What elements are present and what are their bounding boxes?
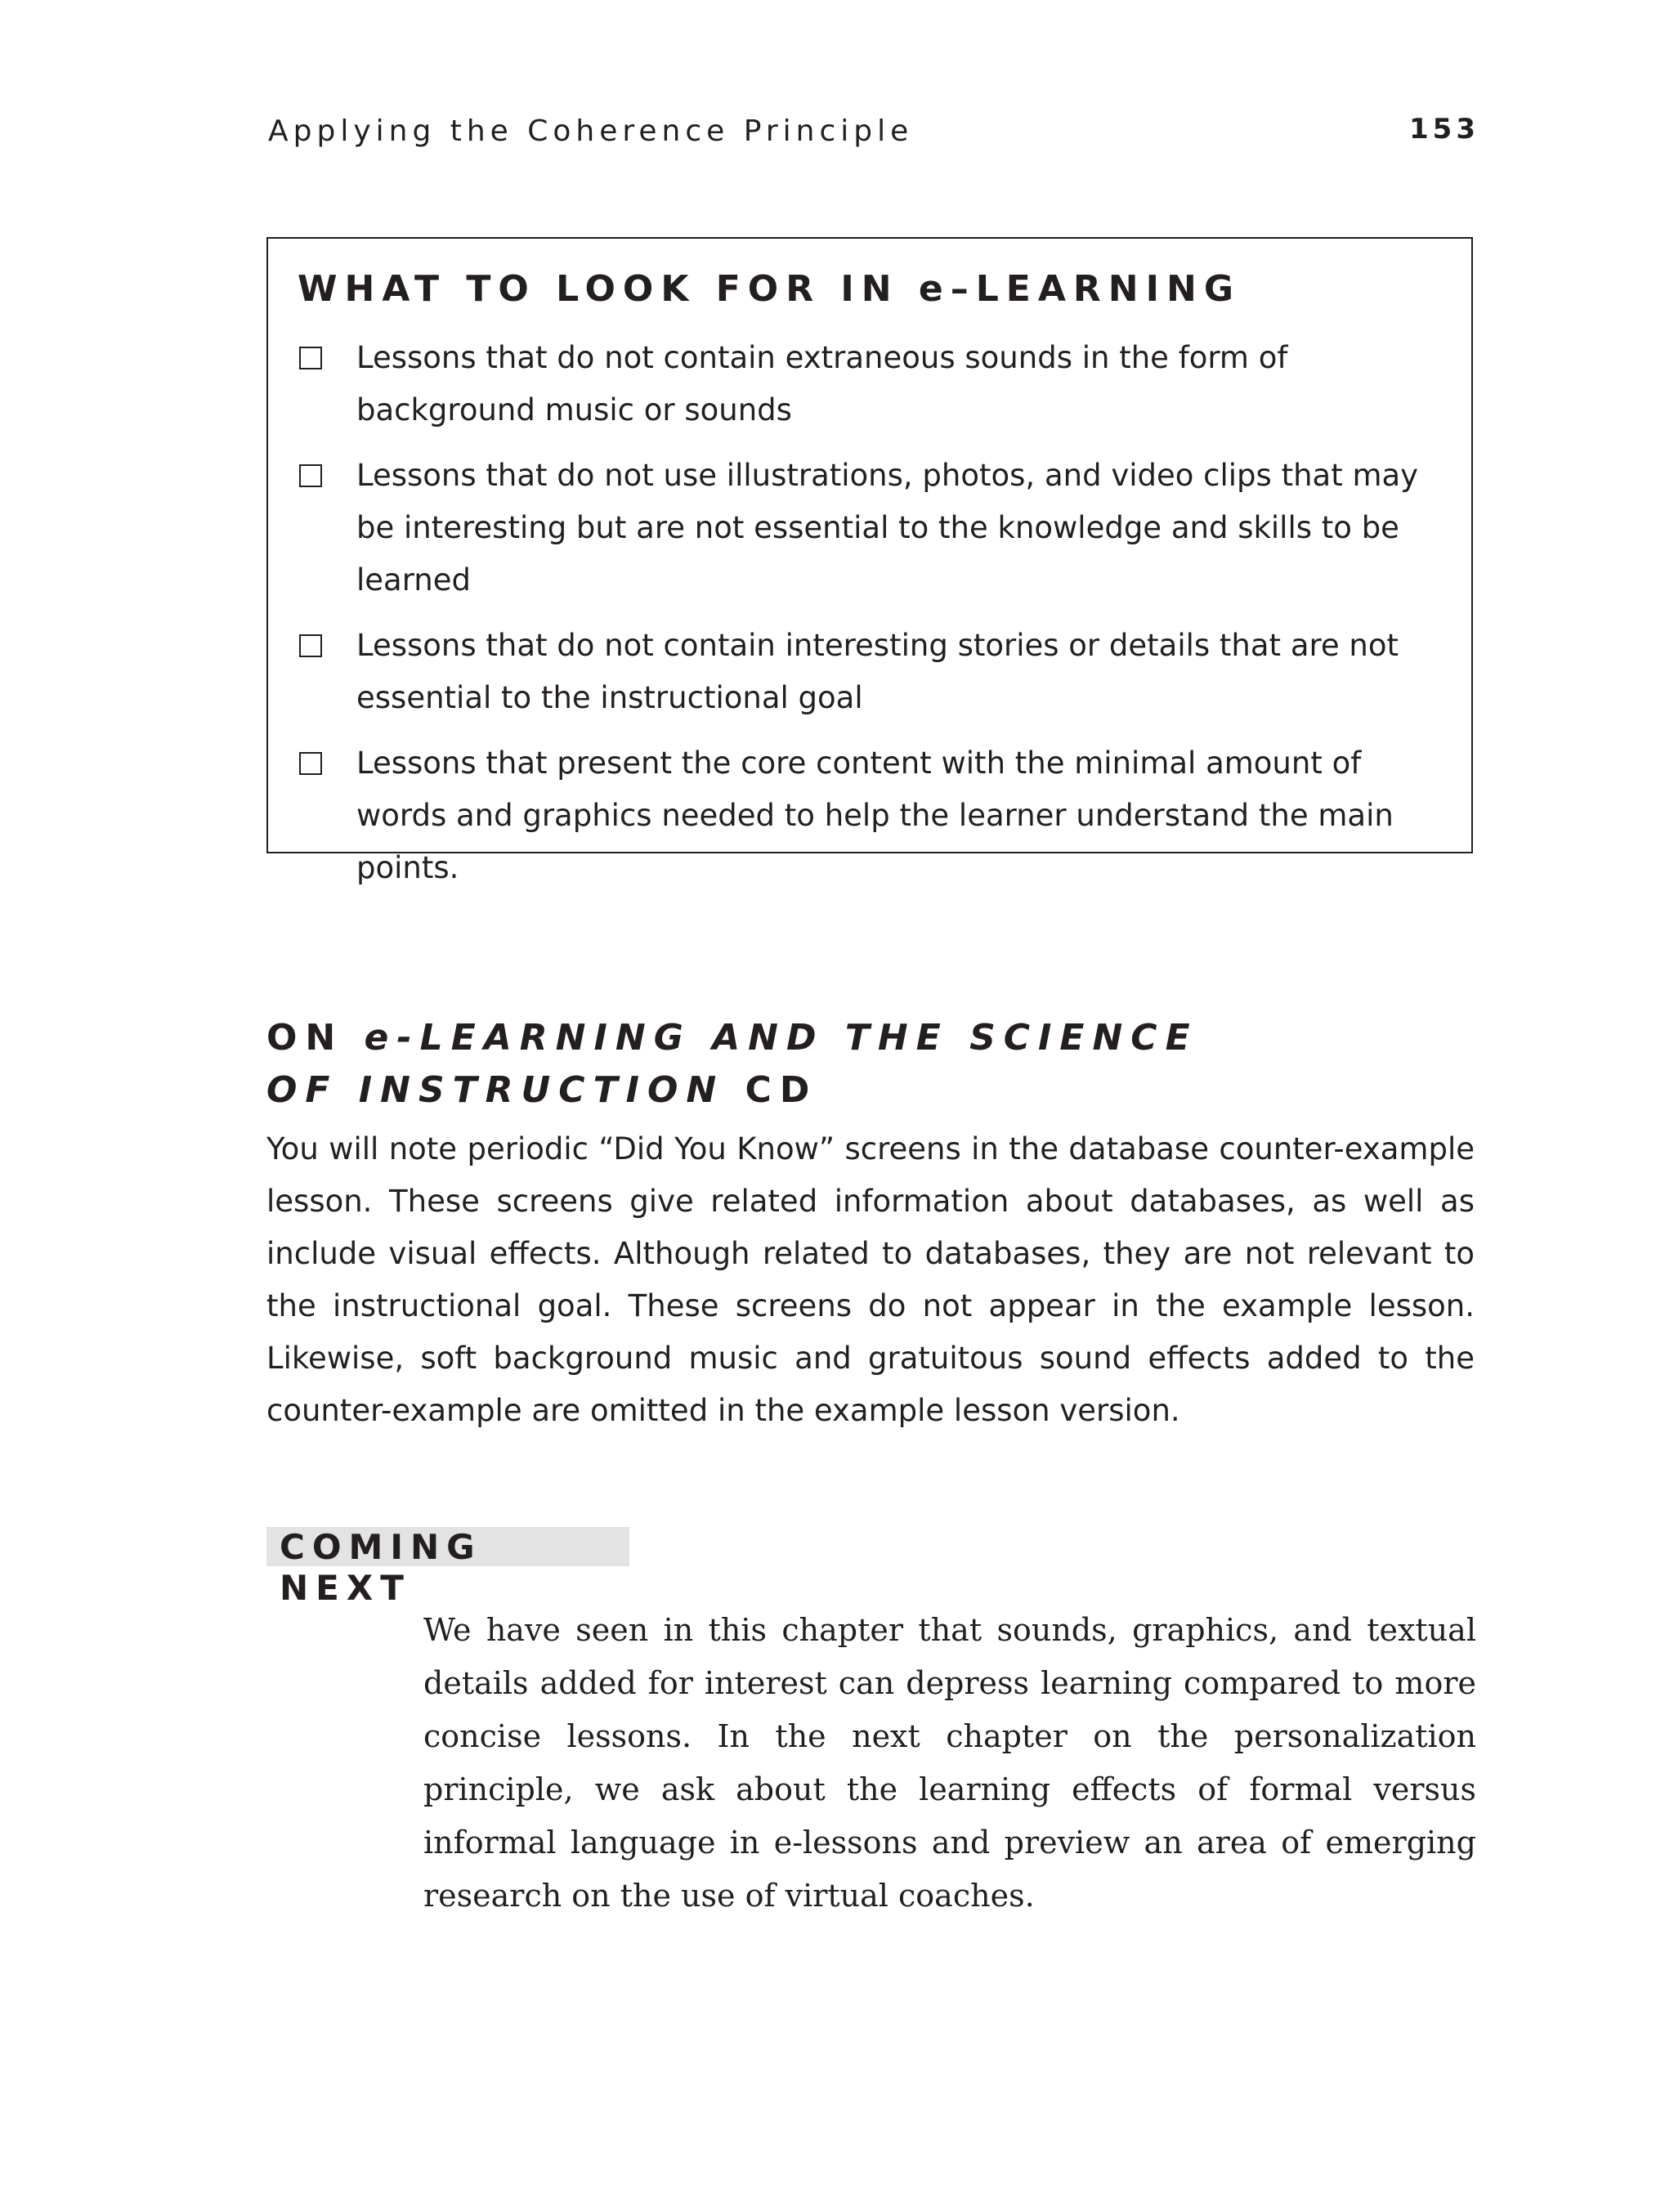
cd-heading-line-2: [266, 1064, 1198, 1117]
checkbox-icon: [299, 634, 322, 657]
checklist-item-text: Lessons that present the core content with the minimal amount of words and graphics needed to help the learner understand the main points.: [356, 746, 1394, 885]
page-number: 153: [1409, 113, 1479, 146]
checklist-box: [266, 237, 1473, 885]
cd-heading-on: ON: [266, 1017, 365, 1059]
running-head: Applying the Coherence Principle: [268, 114, 914, 148]
coming-next-body: We have seen in this chapter that sounds, graphics, and textual details added for interest can depress learning compared to more concise lessons. In the next chapter on the personalization principle, we ask about the learning effects of formal versus informal language in e-lessons and preview an area of emerging research on the use of virtual coaches.: [423, 1612, 1476, 1914]
cd-heading-italic-1: e-LEARNING AND THE SCIENCE: [364, 1017, 1198, 1059]
checklist-item: [298, 450, 1445, 607]
checkbox-icon: [299, 752, 322, 775]
checklist-item: [298, 332, 1445, 437]
checklist-item-text: Lessons that do not use illustrations, photos, and video clips that may be interesting but are not essential to the knowledge and skills to be learned: [356, 458, 1419, 598]
cd-heading-italic-2: OF INSTRUCTION: [266, 1069, 725, 1111]
cd-section-heading: [266, 1012, 1198, 1117]
cd-section-body: You will note periodic “Did You Know” screens in the database counter-example lesson. These screens give related information about databases, as well as include visual effects. Although related to databases, they are not relevant to the instructional goal. These screens do not appear in the example lesson. Likewise, soft background music and gratuitous sound effects added to the counter-example are omitted in the example lesson version.: [266, 1131, 1475, 1428]
checklist-item-text: Lessons that do not contain interesting stories or details that are not essential to the instructional goal: [356, 628, 1399, 715]
coming-next-banner: [266, 1527, 629, 1608]
checklist-item: [298, 620, 1445, 724]
checklist-item: [298, 737, 1445, 894]
coming-next-heading: COMING NEXT: [280, 1527, 482, 1608]
checklist-title: WHAT TO LOOK FOR IN e–LEARNING: [298, 268, 1241, 310]
checklist-item-text: Lessons that do not contain extraneous sounds in the form of background music or sounds: [356, 340, 1288, 428]
checklist-items: [298, 332, 1445, 907]
cd-heading-cd: CD: [724, 1069, 818, 1111]
cd-heading-line-1: [266, 1012, 1198, 1064]
checkbox-icon: [299, 347, 322, 369]
checkbox-icon: [299, 464, 322, 487]
